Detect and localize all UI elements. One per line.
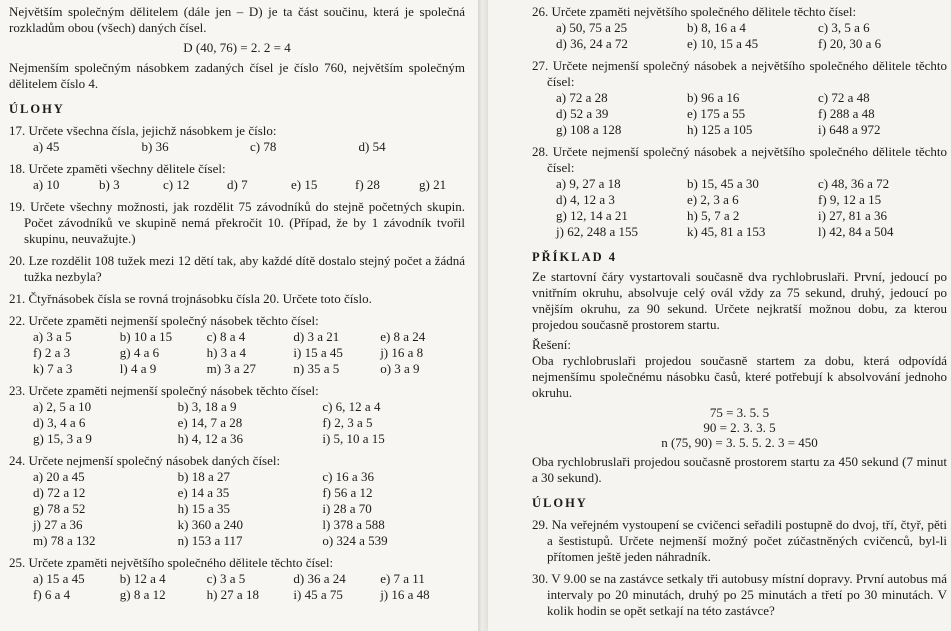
exercise-item: l) 4 a 9	[119, 361, 157, 376]
exercise-item: m) 78 a 132	[33, 533, 96, 548]
exercise-item: d) 7	[227, 177, 248, 192]
exercise-item: c) 72 a 48	[818, 90, 870, 105]
example-heading: PŘÍKLAD 4	[532, 250, 618, 264]
exercise-17	[9, 123, 465, 155]
exercise-item: d) 3, 4 a 6	[33, 415, 86, 430]
exercise-text: 29. Na veřejném vystoupení se cvičenci seřadili postupně do dvoj, tří, čtyř, pěti a šestistupů. Určete nejmenší možný počet zúčastněných cvičenců, byl-li přítomen ještě jeden náhradník.	[532, 517, 947, 564]
exercise-items	[9, 469, 465, 549]
exercise-item: h) 3 a 4	[206, 345, 246, 360]
exercise-22	[9, 313, 465, 377]
exercise-item: d) 52 a 39	[556, 106, 609, 121]
exercise-item: a) 50, 75 a 25	[556, 20, 628, 35]
exercise-item: e) 175 a 55	[687, 106, 746, 121]
solution-label: Řešení:	[532, 337, 571, 352]
exercise-text: 30. V 9.00 se na zastávce setkaly tři autobusy místní dopravy. První autobus má intervaly po 20 minutách, druhý po 25 minutách a třetí po 30 minutách. V kolik hodin se opět setkají na této zastávce?	[532, 571, 947, 618]
exercise-item: m) 3 a 27	[206, 361, 257, 376]
exercise-24	[9, 453, 465, 549]
exercise-item: b) 96 a 16	[687, 90, 740, 105]
exercise-item: h) 15 a 35	[177, 501, 231, 516]
exercise-28	[532, 144, 947, 240]
exercise-item: d) 54	[358, 139, 386, 154]
exercise-item: d) 3 a 21	[293, 329, 340, 344]
exercise-item: e) 10, 15 a 45	[687, 36, 759, 51]
exercise-item: h) 4, 12 a 36	[177, 431, 244, 446]
exercise-item: j) 27 a 36	[33, 517, 83, 532]
exercise-item: e) 14, 7 a 28	[177, 415, 243, 430]
intro-result: Nejmenším společným násobkem zadaných čísel je číslo 760, největším společným dělitelem číslo 4.	[9, 60, 465, 91]
exercise-item: f) 9, 12 a 15	[818, 192, 882, 207]
exercise-text: 28. Určete nejmenší společný násobek a největšího společného dělitele těchto čísel:	[532, 144, 947, 175]
exercise-text: 23. Určete zpaměti nejmenší společný násobek těchto čísel:	[9, 383, 319, 398]
exercise-item: i) 15 a 45	[293, 345, 343, 360]
exercise-item: h) 5, 7 a 2	[687, 208, 740, 223]
exercise-item: f) 28	[355, 177, 380, 192]
exercise-items	[532, 176, 947, 240]
exercise-item: e) 15	[291, 177, 318, 192]
exercise-item: e) 7 a 11	[380, 571, 425, 586]
exercise-18	[9, 161, 465, 193]
exercise-item: e) 2, 3 a 6	[687, 192, 739, 207]
exercise-text: 21. Čtyřnásobek čísla se rovná trojnásobku čísla 20. Určete toto číslo.	[9, 291, 372, 306]
exercise-item: f) 2, 3 a 5	[322, 415, 373, 430]
exercise-item: f) 2 a 3	[33, 345, 71, 360]
exercise-text: 22. Určete zpaměti nejmenší společný násobek těchto čísel:	[9, 313, 319, 328]
exercise-26	[532, 4, 947, 52]
exercise-item: n) 153 a 117	[177, 533, 243, 548]
exercise-item: g) 78 a 52	[33, 501, 86, 516]
exercise-text: 17. Určete všechna čísla, jejichž násobkem je číslo:	[9, 123, 277, 138]
exercise-item: i) 27, 81 a 36	[818, 208, 887, 223]
equation: n (75, 90) = 3. 5. 5. 2. 3 = 450	[661, 435, 818, 450]
solution-text: Oba rychlobruslaři projedou současně startem za dobu, která odpovídá nejmenšímu společnému násobku časů, které potřebují k absolvování jednoho okruhu.	[532, 353, 947, 400]
exercise-item: a) 3 a 5	[33, 329, 72, 344]
exercise-item: o) 3 a 9	[380, 361, 420, 376]
exercise-item: i) 648 a 972	[818, 122, 881, 137]
exercise-item: c) 3 a 5	[206, 571, 246, 586]
exercise-29	[532, 517, 947, 565]
exercise-text: 25. Určete zpaměti největšího společného dělitele těchto čísel:	[9, 555, 334, 570]
left-page-content	[9, 4, 465, 603]
exercise-19	[9, 199, 465, 247]
exercise-item: d) 72 a 12	[33, 485, 86, 500]
exercise-item: b) 18 a 27	[177, 469, 231, 484]
exercise-item: b) 15, 45 a 30	[687, 176, 759, 191]
exercise-item: b) 10 a 15	[119, 329, 173, 344]
exercise-item: l) 42, 84 a 504	[818, 224, 894, 239]
exercise-text: 26. Určete zpaměti největšího společného dělitele těchto čísel:	[532, 4, 857, 19]
exercise-text: 20. Lze rozdělit 108 tužek mezi 12 dětí tak, aby každé dítě dostalo stejný počet a žádná tužka nezbyla?	[9, 253, 465, 284]
exercise-items	[532, 90, 947, 138]
exercise-21	[9, 291, 465, 307]
exercise-item: c) 12	[163, 177, 190, 192]
exercise-item: f) 288 a 48	[818, 106, 875, 121]
exercise-27	[532, 58, 947, 138]
section-heading: ÚLOHY	[532, 496, 588, 510]
book-gutter	[478, 0, 488, 631]
exercise-item: f) 20, 30 a 6	[818, 36, 882, 51]
exercise-item: a) 9, 27 a 18	[556, 176, 621, 191]
exercise-item: o) 324 a 539	[322, 533, 388, 548]
exercise-item: a) 20 a 45	[33, 469, 85, 484]
exercise-item: a) 45	[33, 139, 60, 154]
exercise-item: f) 56 a 12	[322, 485, 373, 500]
exercise-item: d) 36, 24 a 72	[556, 36, 628, 51]
exercise-20	[9, 253, 465, 285]
exercise-item: i) 28 a 70	[322, 501, 372, 516]
exercise-item: h) 27 a 18	[206, 587, 259, 602]
exercise-item: i) 5, 10 a 15	[322, 431, 385, 446]
exercise-item: b) 3, 18 a 9	[177, 399, 237, 414]
exercise-item: k) 360 a 240	[177, 517, 244, 532]
exercise-items	[9, 571, 465, 603]
exercise-item: l) 378 a 588	[322, 517, 385, 532]
exercise-item: e) 8 a 24	[380, 329, 426, 344]
exercise-item: f) 6 a 4	[33, 587, 71, 602]
exercise-item: c) 3, 5 a 6	[818, 20, 870, 35]
exercise-text: 19. Určete všechny možnosti, jak rozdělit 75 závodníků do stejně početných skupin. Počet závodníků ve skupině nemá překročit 10. (Případ, že by 1 závodník tvořil skupinu, neuvažujte.)	[9, 199, 465, 246]
exercise-item: i) 45 a 75	[293, 587, 343, 602]
exercise-item: a) 72 a 28	[556, 90, 608, 105]
example-text: Ze startovní čáry vystartovali současně dva rychlobruslaři. První, jedoucí po vnitřním okruhu, absolvuje celý ovál vždy za 75 sekund, druhý, jedoucí po vnějším okruhu, za 90 sekund. Určete nejkratší možnou dobu, za kterou projedou současně prostorem startu.	[532, 269, 947, 332]
exercise-item: g) 4 a 6	[119, 345, 160, 360]
exercise-item: h) 125 a 105	[687, 122, 753, 137]
exercise-item: j) 16 a 8	[380, 345, 424, 360]
exercise-text: 24. Určete nejmenší společný násobek daných čísel:	[9, 453, 281, 468]
exercise-item: e) 14 a 35	[177, 485, 230, 500]
gcd-formula: D (40, 76) = 2. 2 = 4	[183, 40, 291, 55]
exercise-item: a) 10	[33, 177, 60, 192]
exercise-item: c) 78	[250, 139, 277, 154]
exercise-item: j) 62, 248 a 155	[556, 224, 638, 239]
exercise-item: g) 15, 3 a 9	[33, 431, 92, 446]
exercise-item: b) 12 a 4	[119, 571, 166, 586]
exercise-item: b) 8, 16 a 4	[687, 20, 746, 35]
exercise-item: b) 3	[99, 177, 120, 192]
exercise-items	[9, 177, 465, 193]
right-page-content	[532, 4, 947, 619]
equations	[532, 405, 947, 450]
exercise-item: n) 35 a 5	[293, 361, 340, 376]
exercise-item: g) 108 a 128	[556, 122, 622, 137]
exercise-text: 27. Určete nejmenší společný násobek a největšího společného dělitele těchto čísel:	[532, 58, 947, 89]
exercise-23	[9, 383, 465, 447]
exercise-items	[9, 329, 465, 377]
exercise-item: k) 7 a 3	[33, 361, 73, 376]
right-page	[488, 0, 951, 631]
exercise-item: k) 45, 81 a 153	[687, 224, 766, 239]
exercise-item: c) 6, 12 a 4	[322, 399, 381, 414]
exercise-30	[532, 571, 947, 619]
exercise-item: g) 21	[419, 177, 447, 192]
exercise-item: c) 8 a 4	[206, 329, 246, 344]
exercise-item: d) 4, 12 a 3	[556, 192, 615, 207]
equation: 90 = 2. 3. 3. 5	[703, 420, 776, 435]
exercise-25	[9, 555, 465, 603]
exercise-item: g) 12, 14 a 21	[556, 208, 628, 223]
exercise-items	[532, 20, 947, 52]
exercise-text: 18. Určete zpaměti všechny dělitele čísel:	[9, 161, 226, 176]
exercise-items	[9, 139, 465, 155]
exercise-item: b) 36	[141, 139, 169, 154]
section-heading: ÚLOHY	[9, 102, 65, 116]
exercise-item: c) 48, 36 a 72	[818, 176, 890, 191]
equation: 75 = 3. 5. 5	[709, 405, 770, 420]
intro-paragraph: Největším společným dělitelem (dále jen – D) je ta část součinu, která je společná rozkladům obou (všech) daných čísel.	[9, 4, 465, 35]
exercise-item: j) 16 a 48	[380, 587, 430, 602]
conclusion: Oba rychlobruslaři projedou současně prostorem startu za 450 sekund (7 minut a 30 sekund).	[532, 454, 947, 485]
exercise-item: a) 15 a 45	[33, 571, 85, 586]
exercise-item: a) 2, 5 a 10	[33, 399, 92, 414]
exercise-item: d) 36 a 24	[293, 571, 346, 586]
exercise-item: c) 16 a 36	[322, 469, 374, 484]
exercise-item: g) 8 a 12	[119, 587, 166, 602]
exercise-items	[9, 399, 465, 447]
